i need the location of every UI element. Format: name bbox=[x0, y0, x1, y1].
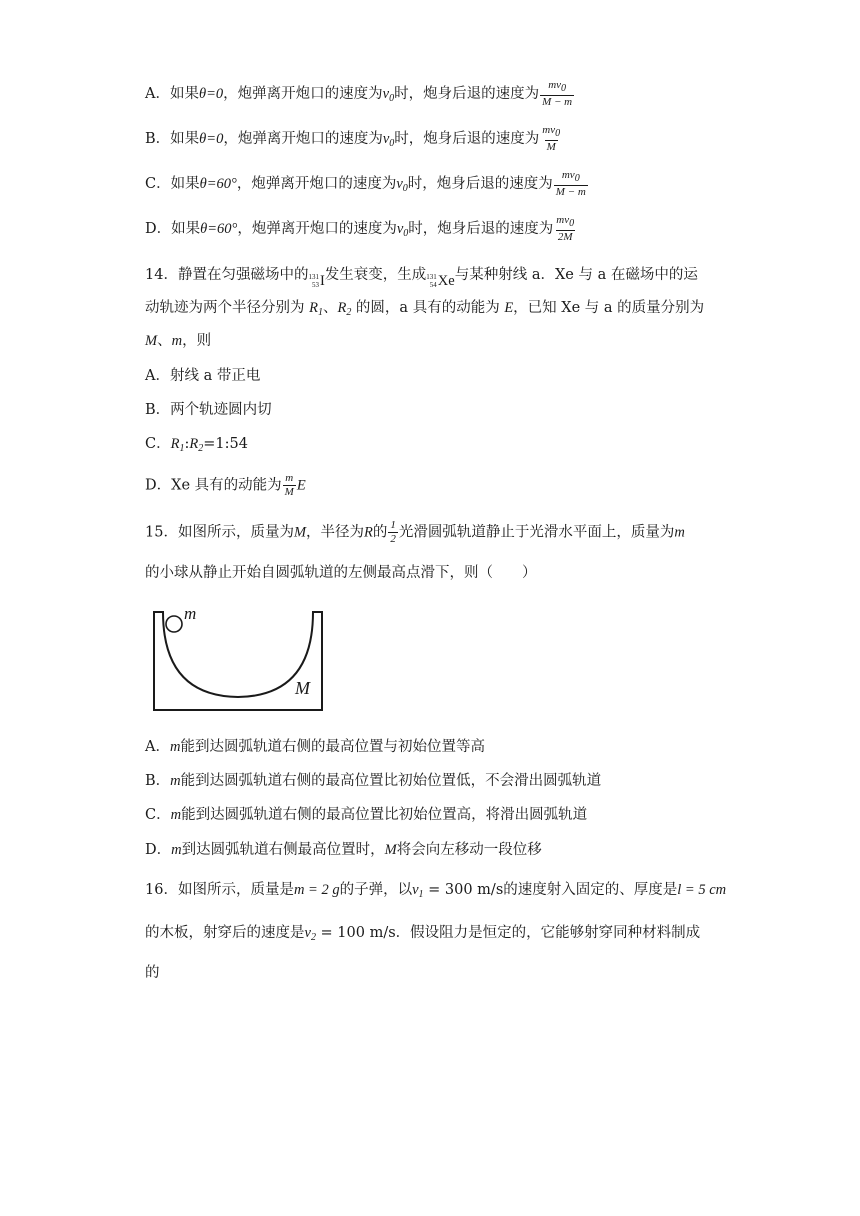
q14-stem-line2: 动轨迹为两个半径分别为 $R_1$、$R_2$ 的圆，a 具有的动能为 E，已知 Xe 与 a 的质量分别为 bbox=[145, 300, 705, 318]
q15-option-a: A．m能到达圆弧轨道右侧的最高位置与初始位置等高 bbox=[145, 739, 485, 755]
q15-stem-line2: 的小球从静止开始自圆弧轨道的左侧最高点滑下，则（ ） bbox=[145, 565, 537, 581]
q15-option-b: B．m能到达圆弧轨道右侧的最高位置比初始位置低，不会滑出圆弧轨道 bbox=[145, 773, 602, 789]
q15-option-d: D．m到达圆弧轨道右侧最高位置时，M将会向左移动一段位移 bbox=[145, 842, 542, 858]
q14-option-d: D．Xe 具有的动能为 $\frac{m}{M}$ E bbox=[145, 472, 306, 498]
fraction: $\frac{mv0}{2M}$ bbox=[556, 214, 575, 243]
fraction: $\frac{mv0}{M}$ bbox=[542, 124, 561, 153]
q15-stem-line1: 15．如图所示，质量为M，半径为R的 $\frac{1}{2}$ 光滑圆弧轨道静止于光滑水平面上，质量为m bbox=[145, 519, 685, 545]
fraction: $\frac{m}{M}$ bbox=[284, 472, 294, 498]
q16-stem-line1: 16．如图所示，质量是m = 2 g的子弹，以$v_1 = 300$ m/s的速度射入固定的、厚度是l = 5 cm bbox=[145, 882, 727, 900]
q13-option-c: C．如果θ=60°，炮弹离开炮口的速度为$v_0$时，炮身后退的速度为 $\frac{mv0}{M - m}$ bbox=[145, 169, 586, 198]
q15-figure bbox=[145, 604, 345, 714]
q14-option-a: A．射线 a 带正电 bbox=[145, 368, 261, 384]
q14-option-c: C．$R_1:R_2=1:54$ bbox=[145, 436, 248, 454]
iodine-nuclide: 131 53 I bbox=[308, 272, 325, 289]
q13-option-d: D．如果θ=60°，炮弹离开炮口的速度为$v_0$时，炮身后退的速度为 $\frac{mv0}{2M}$ bbox=[145, 214, 575, 243]
ball bbox=[166, 616, 182, 632]
fraction: $\frac{mv0}{M - m}$ bbox=[542, 79, 573, 108]
q14-stem-line1: 14．静置在匀强磁场中的 131 53 I 发生衰变，生成 131 54 Xe 与某种射线 a．Xe 与 a 在磁场中的运 bbox=[145, 267, 698, 289]
q13-option-a: A．如果θ=0，炮弹离开炮口的速度为$v_0$时，炮身后退的速度为 $\frac{mv0}{M - m}$ bbox=[145, 79, 573, 108]
q13-option-b: B．如果θ=0，炮弹离开炮口的速度为$v_0$时，炮身后退的速度为 $\frac{mv0}{M}$ bbox=[145, 124, 561, 153]
fraction-half: $\frac{1}{2}$ bbox=[390, 519, 396, 545]
theta-value: θ=0 bbox=[198, 86, 224, 102]
fig-label-m: m bbox=[184, 604, 197, 623]
q15-option-c: C．m能到达圆弧轨道右侧的最高位置比初始位置高，将滑出圆弧轨道 bbox=[145, 807, 588, 823]
fig-label-M: M bbox=[295, 678, 310, 698]
xenon-nuclide: 131 54 Xe bbox=[426, 272, 455, 289]
q16-stem-line3: 的 bbox=[145, 965, 160, 981]
q16-stem-line2: 的木板，射穿后的速度是$v_2 = 100$ m/s．假设阻力是恒定的，它能够射穿同种材料制成 bbox=[145, 925, 701, 943]
q14-option-b: B．两个轨迹圆内切 bbox=[145, 402, 272, 418]
q14-stem-line3: M、m，则 bbox=[145, 333, 212, 349]
fraction: $\frac{mv0}{M - m}$ bbox=[555, 169, 586, 198]
